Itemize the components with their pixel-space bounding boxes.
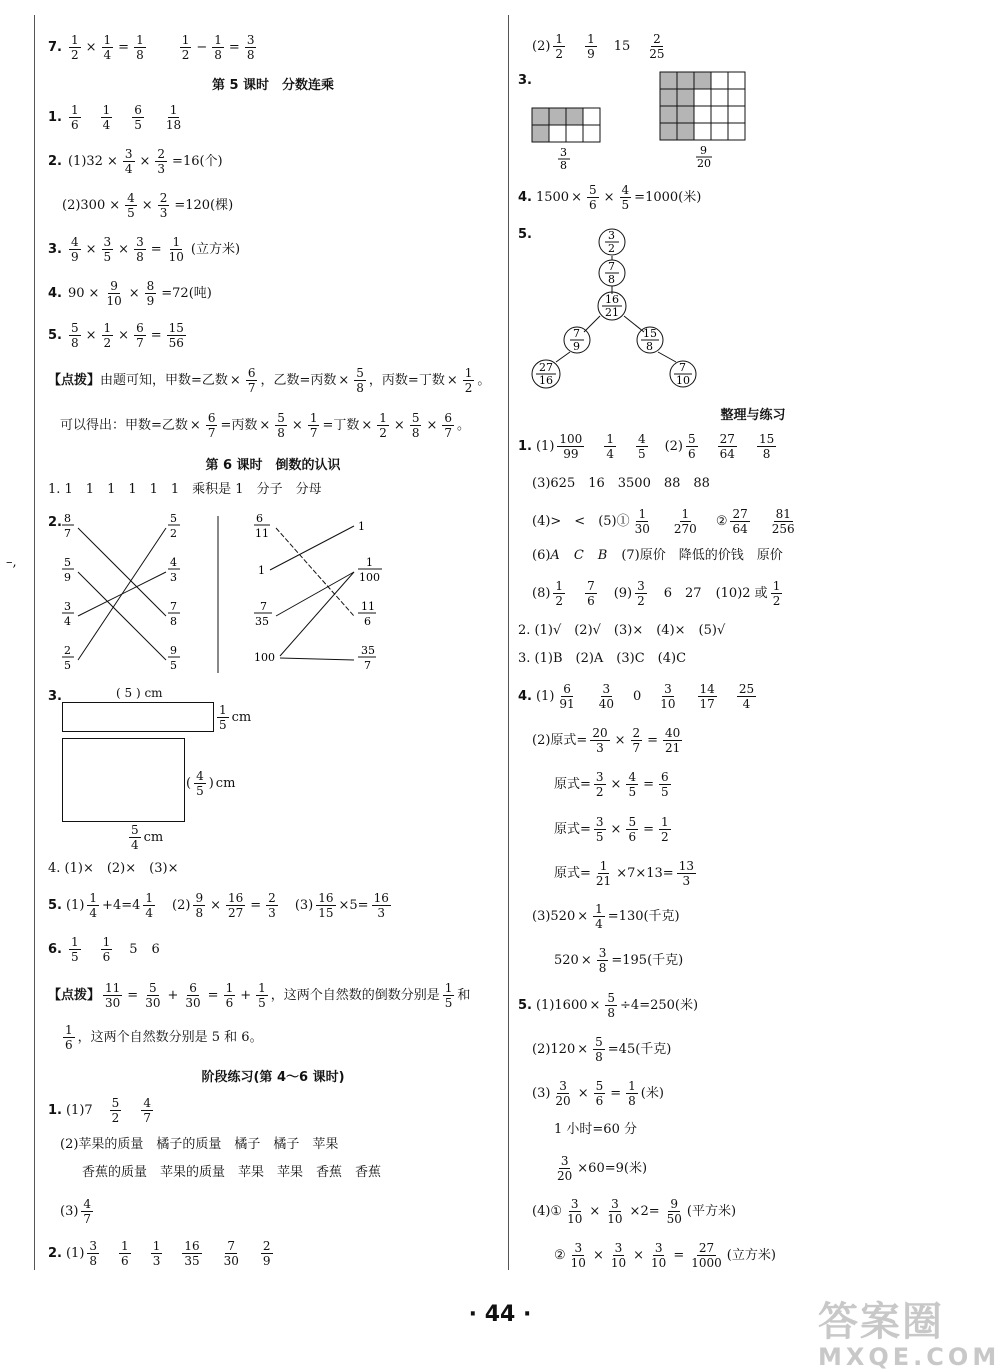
svg-text:7: 7 xyxy=(679,361,686,374)
svg-text:15: 15 xyxy=(643,327,657,340)
svg-text:8: 8 xyxy=(646,340,653,353)
l5-tip-2: 可以得出：甲数=乙数 × $\frac{6}{7}$ =丙数 × $\frac{5}{8}$ × $\frac{1}{7}$ =丁数 × $\frac{1}{2}$ × $\frac{5}{8}$ × $\frac{6}{7}$ 。 xyxy=(60,411,471,440)
l5-answer-4: 4. 90 × $\frac{9}{10}$ × $\frac{8}{9}$ =72(吨) xyxy=(48,279,212,308)
svg-text:5: 5 xyxy=(170,512,177,525)
l6-answer-1: 1. 1 1 1 1 1 1 乘积是 1 分子 分母 xyxy=(48,482,322,497)
lesson5-title: 第 5 课时 分数连乘 xyxy=(211,78,335,93)
review-title: 整理与练习 xyxy=(720,408,786,423)
svg-text:21: 21 xyxy=(605,306,619,319)
stage-answer-1c: (3) $\frac{4}{7}$ xyxy=(60,1197,92,1226)
svg-text:5: 5 xyxy=(64,556,71,569)
svg-text:27: 27 xyxy=(539,361,553,374)
left-margin-rule xyxy=(34,15,35,1270)
l6-answer-5: 5. (1) $\frac{1}{4}$ +4=4 $\frac{1}{4}$ (2) $\frac{9}{8}$ × $\frac{16}{27}$ = $\frac{2}{3}$ (3) $\frac{16}{15}$ ×5= $\frac{16}{3}$ xyxy=(48,891,389,920)
answer-7: 7. $\frac{1}{2}$ × $\frac{1}{4}$ = $\frac{1}{8}$ $\frac{1}{2}$ − $\frac{1}{8}$ = $\frac{3}{8}$ xyxy=(48,33,255,62)
svg-text:9: 9 xyxy=(573,340,580,353)
svg-text:11: 11 xyxy=(255,527,269,540)
svg-text:3: 3 xyxy=(608,229,615,242)
l5-answer-2b: (2)300 × $\frac{4}{5}$ × $\frac{2}{3}$ =120(棵) xyxy=(62,191,234,220)
review-answer-1-8: (8) $\frac{1}{2}$ $\frac{7}{6}$ (9) $\frac{3}{2}$ 6 27 (10)2 或 $\frac{1}{2}$ xyxy=(532,579,781,608)
svg-text:9: 9 xyxy=(170,644,177,657)
review-answer-4-3a: (3)520 × $\frac{1}{4}$ =130(千克) xyxy=(532,902,680,931)
svg-text:6: 6 xyxy=(364,615,371,628)
svg-text:8: 8 xyxy=(560,159,567,170)
l6-tip-1: 【点拨】 $\frac{11}{30}$ = $\frac{5}{30}$ + $\frac{6}{30}$ = $\frac{1}{6}$ + $\frac{1}{5}$ ，这两个自然数的倒数分别是 $\frac{1}{5}$ 和 xyxy=(48,981,471,1010)
stage-answer-1a: 1. (1)7 $\frac{5}{2}$ $\frac{4}{7}$ xyxy=(48,1096,151,1125)
match-right-fractions xyxy=(254,512,382,672)
svg-text:1: 1 xyxy=(258,564,265,577)
review-answer-3: 3. (1)B (2)A (3)C (4)C xyxy=(518,651,687,666)
stage-answer-1b-2: 香蕉的质量 苹果的质量 苹果 苹果 香蕉 香蕉 xyxy=(82,1165,382,1180)
l6-tip-2: $\frac{1}{6}$ ，这两个自然数分别是 5 和 6。 xyxy=(65,1023,263,1052)
svg-text:7: 7 xyxy=(573,327,580,340)
review-answer-4-3b: 520 × $\frac{3}{8}$ =195(千克) xyxy=(554,946,684,975)
r-answer-5-label: 5. xyxy=(518,227,532,242)
square-rectangle xyxy=(62,738,185,822)
svg-text:1: 1 xyxy=(358,520,365,533)
rect-square-width: $\frac{5}{4}$ cm xyxy=(131,823,164,852)
svg-text:6: 6 xyxy=(256,512,263,525)
l5-answer-2a: 2. (1)32 × $\frac{3}{4}$ × $\frac{2}{3}$ =16(个) xyxy=(48,147,223,176)
rect-top-length: ( 5 ) cm xyxy=(116,686,163,700)
review-answer-5-4b: ② $\frac{3}{10}$ × $\frac{3}{10}$ × $\frac{3}{10}$ = $\frac{27}{1000}$ (立方米) xyxy=(554,1241,776,1270)
svg-text:8: 8 xyxy=(170,615,177,628)
svg-text:11: 11 xyxy=(361,600,375,613)
watermark-logo: 答案圈 MXQE.COM xyxy=(818,1299,1000,1371)
svg-text:7: 7 xyxy=(64,527,71,540)
svg-text:9: 9 xyxy=(700,144,707,157)
svg-text:35: 35 xyxy=(361,644,375,657)
svg-text:8: 8 xyxy=(64,512,71,525)
fraction-tree-diagram xyxy=(528,222,728,392)
svg-text:3: 3 xyxy=(560,146,567,159)
review-answer-4-2b: 原式= $\frac{3}{2}$ × $\frac{4}{5}$ = $\frac{6}{5}$ xyxy=(554,770,669,799)
svg-text:100: 100 xyxy=(254,651,275,664)
svg-text:3: 3 xyxy=(64,600,71,613)
review-answer-5-3b: 1 小时=60 分 xyxy=(554,1122,637,1137)
svg-text:9: 9 xyxy=(64,571,71,584)
svg-text:5: 5 xyxy=(64,659,71,672)
side-mark: –, xyxy=(6,555,17,570)
svg-text:7: 7 xyxy=(364,659,371,672)
l5-tip-1: 【点拨】 由题可知，甲数=乙数 × $\frac{6}{7}$ ，乙数=丙数 × $\frac{5}{8}$ ，丙数=丁数 × $\frac{1}{2}$ 。 xyxy=(48,366,491,395)
svg-text:7: 7 xyxy=(608,260,615,273)
rect-thin-width: $\frac{1}{5}$ cm xyxy=(219,703,252,732)
svg-text:100: 100 xyxy=(359,571,380,584)
column-divider xyxy=(508,15,509,1270)
rect-square-height: ( $\frac{4}{5}$ ) cm xyxy=(186,769,236,798)
review-answer-5-1: 5. (1)1600 × $\frac{5}{8}$ ÷4=250(米) xyxy=(518,991,699,1020)
r-answer-3-label: 3. xyxy=(518,73,532,88)
stage-answer-1b: (2)苹果的质量 橘子的质量 橘子 橘子 苹果 xyxy=(60,1137,339,1152)
match-left-fractions xyxy=(62,512,180,672)
review-answer-4-2c: 原式= $\frac{3}{5}$ × $\frac{5}{6}$ = $\frac{1}{2}$ xyxy=(554,815,669,844)
svg-text:2: 2 xyxy=(608,242,615,255)
review-answer-4-2a: (2)原式= $\frac{20}{3}$ × $\frac{2}{7}$ = $\frac{40}{21}$ xyxy=(532,726,681,755)
review-answer-1-6: (6) A C B (7)原价 降低的价钱 原价 xyxy=(532,548,783,563)
l5-answer-3: 3. $\frac{4}{9}$ × $\frac{3}{5}$ × $\frac{3}{8}$ = $\frac{1}{10}$ (立方米) xyxy=(48,235,241,264)
review-answer-4-2d: 原式= $\frac{1}{21}$ ×7×13= $\frac{13}{3}$ xyxy=(554,859,694,888)
svg-text:4: 4 xyxy=(170,556,177,569)
stage-answer-2: 2. (1) $\frac{3}{8}$ $\frac{1}{6}$ $\frac{1}{3}$ $\frac{16}{35}$ $\frac{7}{30}$ $\frac{2}{9}$ xyxy=(48,1239,271,1268)
l6-answer-4: 4. (1)× (2)× (3)× xyxy=(48,861,179,876)
svg-text:10: 10 xyxy=(676,374,690,387)
review-answer-4-1: 4. (1) $\frac{6}{91}$ $\frac{3}{40}$ 0 $\frac{3}{10}$ $\frac{14}{17}$ $\frac{25}{4}$ xyxy=(518,682,755,711)
review-answer-5-3a: (3) $\frac{3}{20}$ × $\frac{5}{6}$ = $\frac{1}{8}$ (米) xyxy=(532,1079,664,1108)
svg-text:8: 8 xyxy=(608,273,615,286)
review-answer-2: 2. (1)√ (2)√ (3)× (4)× (5)√ xyxy=(518,623,726,638)
reciprocal-matching-diagram xyxy=(48,508,388,678)
page-number: · 44 · xyxy=(468,1302,532,1327)
svg-text:16: 16 xyxy=(539,374,553,387)
svg-text:1: 1 xyxy=(366,556,373,569)
r-answer-4: 4. 1500 × $\frac{5}{6}$ × $\frac{4}{5}$ =1000(米) xyxy=(518,183,702,212)
review-answer-5-3c: $\frac{3}{20}$ ×60=9(米) xyxy=(557,1154,648,1183)
l5-answer-1: 1. $\frac{1}{6}$ $\frac{1}{4}$ $\frac{6}{5}$ $\frac{1}{18}$ xyxy=(48,103,182,132)
svg-text:7: 7 xyxy=(170,600,177,613)
stage-title: 阶段练习(第 4～6 课时) xyxy=(201,1070,345,1085)
review-answer-1-3: (3)625 16 3500 88 88 xyxy=(532,476,710,491)
svg-text:5: 5 xyxy=(170,659,177,672)
svg-text:2: 2 xyxy=(64,644,71,657)
grid-9-20 xyxy=(660,72,745,170)
grid-3-8 xyxy=(532,108,600,170)
svg-text:4: 4 xyxy=(64,615,71,628)
review-answer-5-4a: (4)① $\frac{3}{10}$ × $\frac{3}{10}$ ×2= $\frac{9}{50}$ (平方米) xyxy=(532,1197,737,1226)
svg-text:16: 16 xyxy=(605,293,619,306)
l6-answer-2-label: 2. xyxy=(48,515,62,530)
thin-rectangle xyxy=(62,702,214,732)
lesson6-title: 第 6 课时 倒数的认识 xyxy=(205,458,341,473)
l5-answer-5: 5. $\frac{5}{8}$ × $\frac{1}{2}$ × $\frac{6}{7}$ = $\frac{15}{56}$ xyxy=(48,321,184,350)
review-answer-1-1: 1. (1) $\frac{100}{99}$ $\frac{1}{4}$ $\frac{4}{5}$ (2) $\frac{5}{6}$ $\frac{27}{64}$ $\frac{15}{8}$ xyxy=(518,432,775,461)
svg-text:20: 20 xyxy=(697,157,711,170)
l6-answer-6: 6. $\frac{1}{5}$ $\frac{1}{6}$ 5 6 xyxy=(48,935,160,964)
review-answer-1-4: (4)> < (5)① $\frac{1}{30}$ $\frac{1}{270}$ ② $\frac{27}{64}$ $\frac{81}{256}$ xyxy=(532,507,795,536)
svg-text:3: 3 xyxy=(170,571,177,584)
svg-text:7: 7 xyxy=(260,600,267,613)
l6-answer-3-label: 3. xyxy=(48,689,62,704)
fraction-grids xyxy=(530,70,750,170)
svg-text:35: 35 xyxy=(255,615,269,628)
r-answer-2: (2) $\frac{1}{2}$ $\frac{1}{9}$ 15 $\frac{2}{25}$ xyxy=(532,32,665,61)
review-answer-5-2: (2)120 × $\frac{5}{8}$ =45(千克) xyxy=(532,1035,672,1064)
svg-text:2: 2 xyxy=(170,527,177,540)
